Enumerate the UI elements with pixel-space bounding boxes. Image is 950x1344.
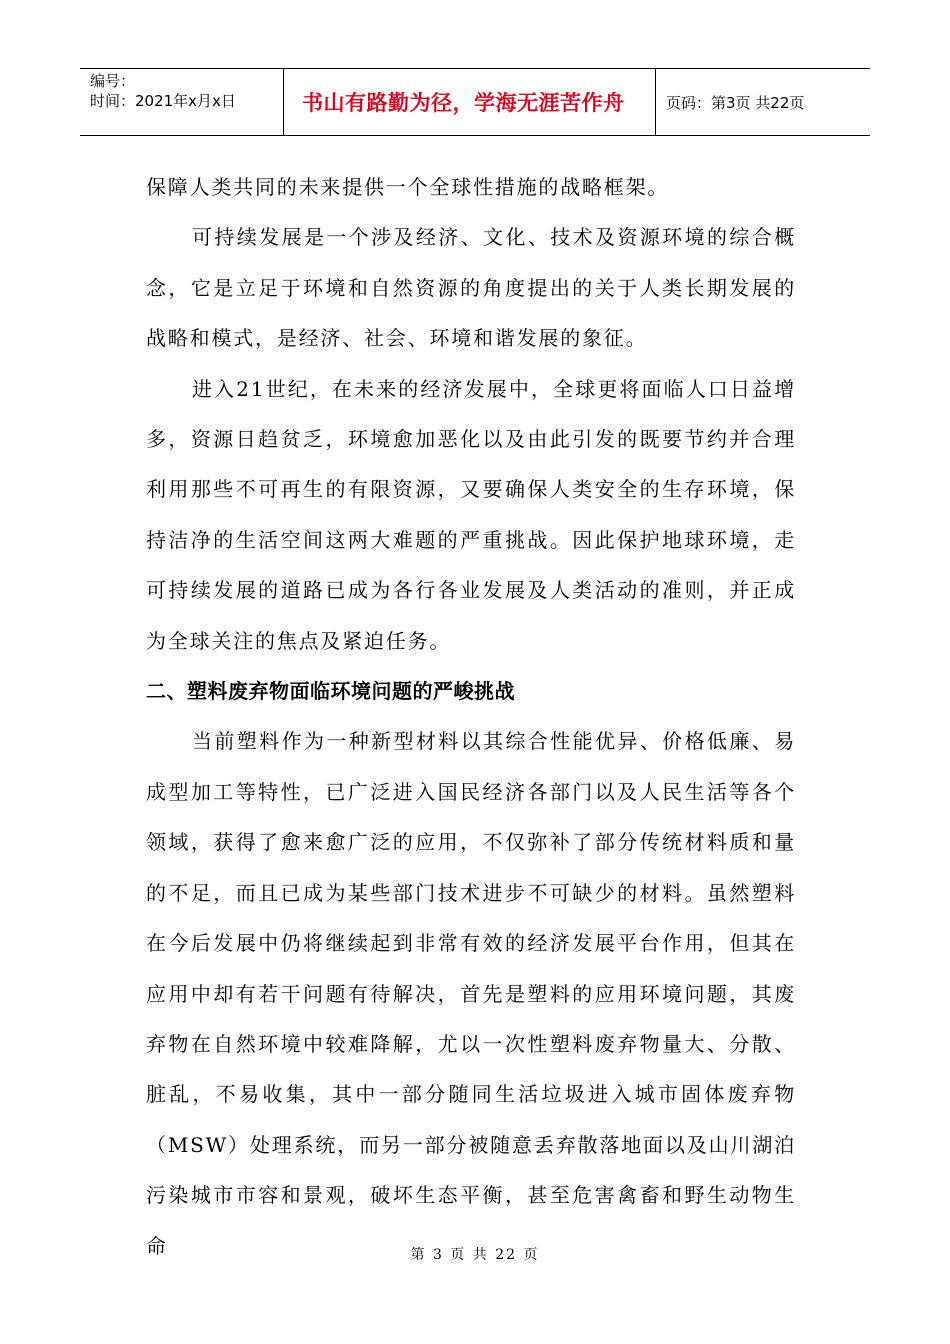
- page-footer: 第 3 页 共 22 页: [410, 1247, 540, 1263]
- header-page-info: 页码：第3页 共22页: [666, 93, 805, 112]
- document-date: 时间：2021年x月x日: [90, 92, 236, 110]
- paragraph-21st-century: 进入21世纪，在未来的经济发展中，全球更将面临人口日益增多，资源日趋贫乏，环境愈加恶化以及由此引发的既要节约并合理利用那些不可再生的有限资源，又要确保人类安全的生存环境，保持洁净的生活空间这两大难题的严重挑战。因此保护地球环境，走可持续发展的道路已成为各行各业发展及人类活动的准则，并正成为全球关注的焦点及紧迫任务。: [146, 376, 796, 653]
- paragraph-continuation: 保障人类共同的未来提供一个全球性措施的战略框架。: [146, 175, 670, 199]
- header-meta: [80, 69, 284, 135]
- document-body: [146, 162, 796, 1271]
- section-heading-plastic-waste: 二、塑料废弃物面临环境问题的严峻挑战: [146, 679, 515, 704]
- page-header: [80, 68, 870, 136]
- document-number-label: 编号：: [90, 72, 136, 90]
- header-motto: 书山有路勤为径，学海无涯苦作舟: [284, 69, 656, 135]
- paragraph-sustainable-development: 可持续发展是一个涉及经济、文化、技术及资源环境的综合概念，它是立足于环境和自然资源的角度提出的关于人类长期发展的战略和模式，是经济、社会、环境和谐发展的象征。: [146, 225, 796, 351]
- paragraph-plastic-materials: 当前塑料作为一种新型材料以其综合性能优异、价格低廉、易成型加工等特性，已广泛进入国民经济各部门以及人民生活等各个领域，获得了愈来愈广泛的应用，不仅弥补了部分传统材料质和量的不足，而且已成为某些部门技术进步不可缺少的材料。虽然塑料在今后发展中仍将继续起到非常有效的经济发展平台作用，但其在应用中却有若干问题有待解决，首先是塑料的应用环境问题，其废弃物在自然环境中较难降解，尤以一次性塑料废弃物量大、分散、脏乱，不易收集，其中一部分随同生活垃圾进入城市固体废弃物（MSW）处理系统，而另一部分被随意丢弃散落地面以及山川湖泊污染城市市容和景观，破坏生态平衡，甚至危害禽畜和野生动物生命: [146, 729, 796, 1258]
